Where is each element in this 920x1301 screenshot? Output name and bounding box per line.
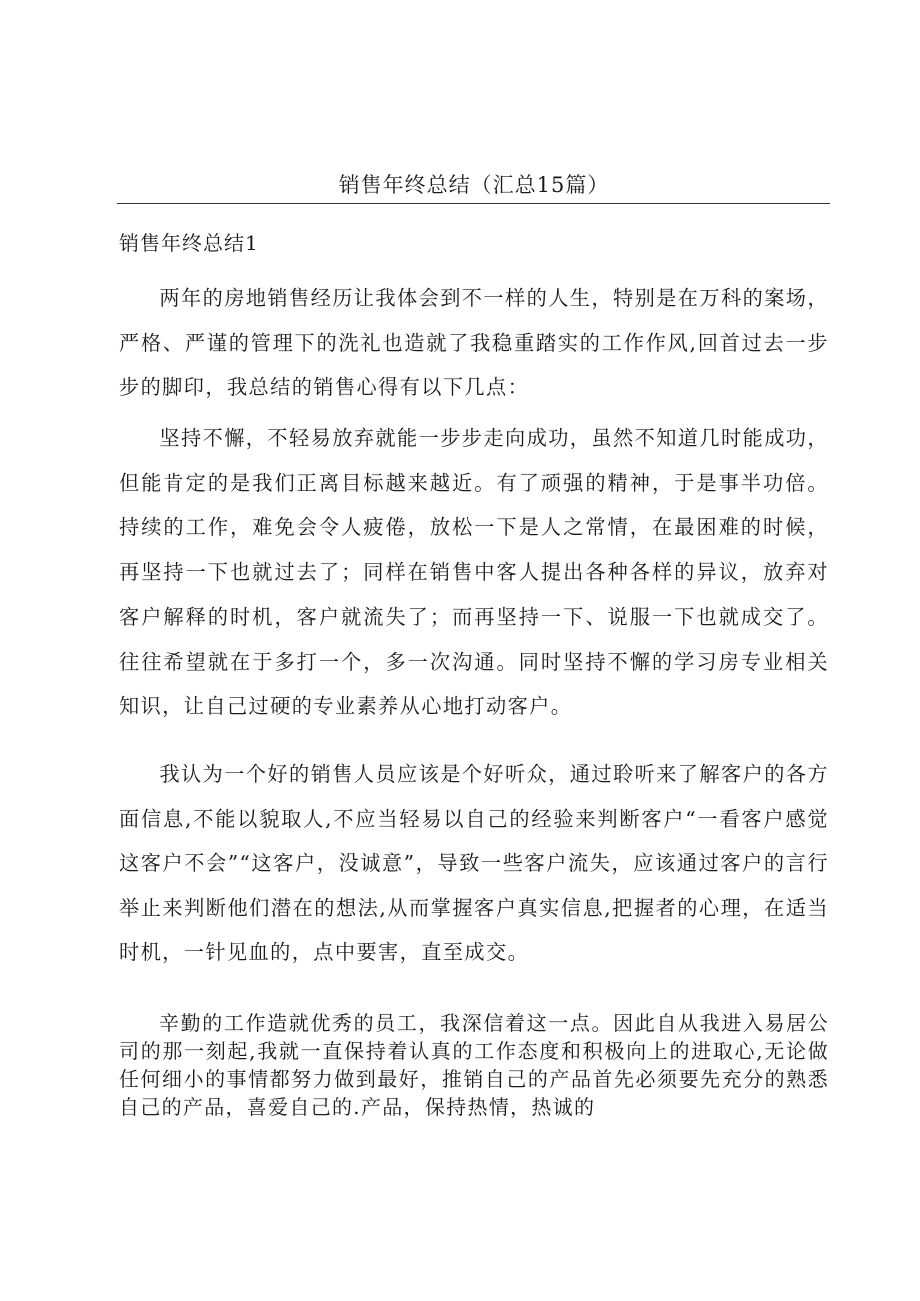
paragraph-3: 我认为一个好的销售人员应该是个好听众，通过聆听来了解客户的各方面信息,不能以貌取人,不应当轻易以自己的经验来判断客户“一看客户感觉这客户不会”“这客户，没诚意”，导致一些客户流失，应该通过客户的言行举止来判断他们潜在的想法,从而掌握客户真实信息,把握者的心理，在适当时机，一针见血的，点中要害，直至成交。 [119,762,829,965]
paragraph-4: 辛勤的工作造就优秀的员工，我深信着这一点。因此自从我进入易居公司的那一刻起,我就一直保持着认真的工作态度和积极向上的进取心,无论做任何细小的事情都努力做到最好，推销自己的产品首先必须要先充分的熟悉自己的产品，喜爱自己的.产品，保持热情，热诚的 [119,1011,829,1119]
section-heading: 销售年终总结1 [119,231,259,255]
paragraph-2: 坚持不懈，不轻易放弃就能一步步走向成功，虽然不知道几时能成功，但能肯定的是我们正离目标越来越近。有了顽强的精神，于是事半功倍。持续的工作，难免会令人疲倦，放松一下是人之常情，在最困难的时候，再坚持一下也就过去了；同样在销售中客人提出各种各样的异议，放弃对客户解释的时机，客户就流失了；而再坚持一下、说服一下也就成交了。往往希望就在于多打一个，多一次沟通。同时坚持不懈的学习房专业相关知识，让自己过硬的专业素养从心地打动客户。 [119,426,829,719]
paragraph-1: 两年的房地销售经历让我体会到不一样的人生，特别是在万科的案场，严格、严谨的管理下的洗礼也造就了我稳重踏实的工作作风,回首过去一步步的脚印，我总结的销售心得有以下几点： [119,286,829,399]
title-underline [117,203,830,204]
document-title: 销售年终总结（汇总15篇） [338,173,610,197]
